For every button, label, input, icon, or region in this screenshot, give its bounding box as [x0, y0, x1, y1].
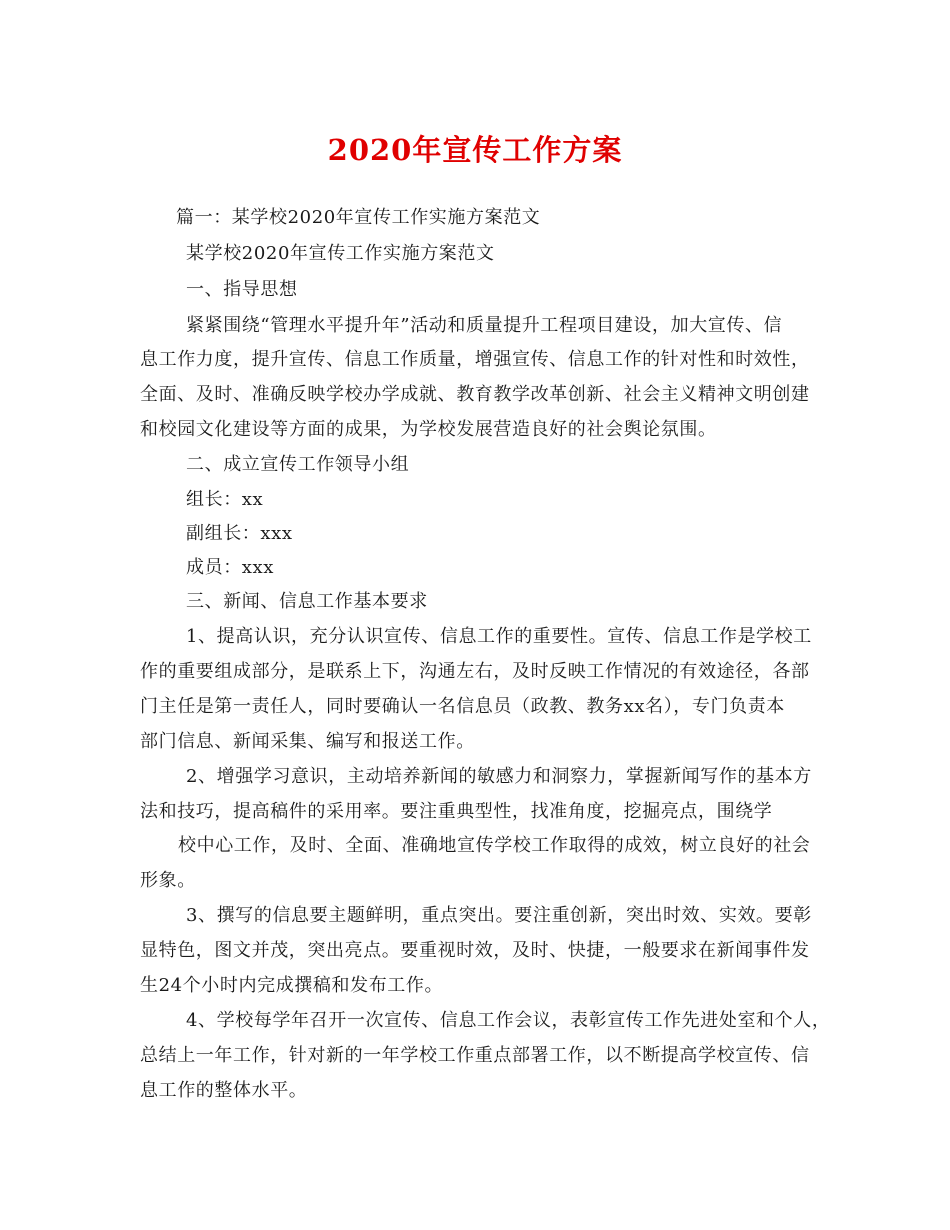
paragraph-line: 和校园文化建设等方面的成果，为学校发展营造良好的社会舆论氛围。 [140, 419, 717, 440]
paragraph-line: 4、学校每学年召开一次宣传、信息工作会议，表彰宣传工作先进处室和个人， [186, 1010, 831, 1031]
team-members: 成员：xxx [186, 557, 275, 578]
paragraph-line: 校中心工作，及时、全面、准确地宣传学校工作取得的成效，树立良好的社会 [178, 835, 811, 856]
paragraph-line: 作的重要组成部分，是联系上下，沟通左右，及时反映工作情况的有效途径，各部 [140, 661, 810, 682]
paragraph-line: 紧紧围绕“管理水平提升年”活动和质量提升工程项目建设，加大宣传、信 [186, 315, 783, 336]
paragraph-line: 门主任是第一责任人，同时要确认一名信息员（政教、教务xx名），专门负责本 [140, 696, 785, 717]
document-title: 2020年宣传工作方案 [327, 133, 623, 167]
section-subtitle: 某学校2020年宣传工作实施方案范文 [186, 243, 495, 264]
team-leader: 组长：xx [186, 489, 264, 510]
team-deputy-leader: 副组长：xxx [186, 523, 293, 544]
paragraph-line: 形象。 [140, 870, 196, 891]
section-heading-3: 三、新闻、信息工作基本要求 [186, 591, 428, 612]
paragraph-line: 生24个小时内完成撰稿和发布工作。 [140, 975, 444, 996]
paragraph-line: 总结上一年工作，针对新的一年学校工作重点部署工作，以不断提高学校宣传、信 [140, 1045, 810, 1066]
paragraph-line: 1、提高认识，充分认识宣传、信息工作的重要性。宣传、信息工作是学校工 [186, 626, 812, 647]
paragraph-line: 部门信息、新闻采集、编写和报送工作。 [140, 731, 475, 752]
paragraph-line: 显特色，图文并茂，突出亮点。要重视时效，及时、快捷，一般要求在新闻事件发 [140, 940, 810, 961]
paragraph-line: 息工作的整体水平。 [140, 1080, 308, 1101]
paragraph-line: 息工作力度，提升宣传、信息工作质量，增强宣传、信息工作的针对性和时效性， [140, 349, 810, 370]
section-heading-2: 二、成立宣传工作领导小组 [186, 454, 410, 475]
chapter-heading: 篇一：某学校2020年宣传工作实施方案范文 [176, 207, 541, 228]
paragraph-line: 2、增强学习意识，主动培养新闻的敏感力和洞察力，掌握新闻写作的基本方 [186, 766, 812, 787]
section-heading-1: 一、指导思想 [186, 279, 298, 300]
paragraph-line: 全面、及时、准确反映学校办学成就、教育教学改革创新、社会主义精神文明创建 [140, 384, 810, 405]
paragraph-line: 法和技巧，提高稿件的采用率。要注重典型性，找准角度，挖掘亮点，围绕学 [140, 801, 773, 822]
paragraph-line: 3、撰写的信息要主题鲜明，重点突出。要注重创新，突出时效、实效。要彰 [186, 905, 812, 926]
